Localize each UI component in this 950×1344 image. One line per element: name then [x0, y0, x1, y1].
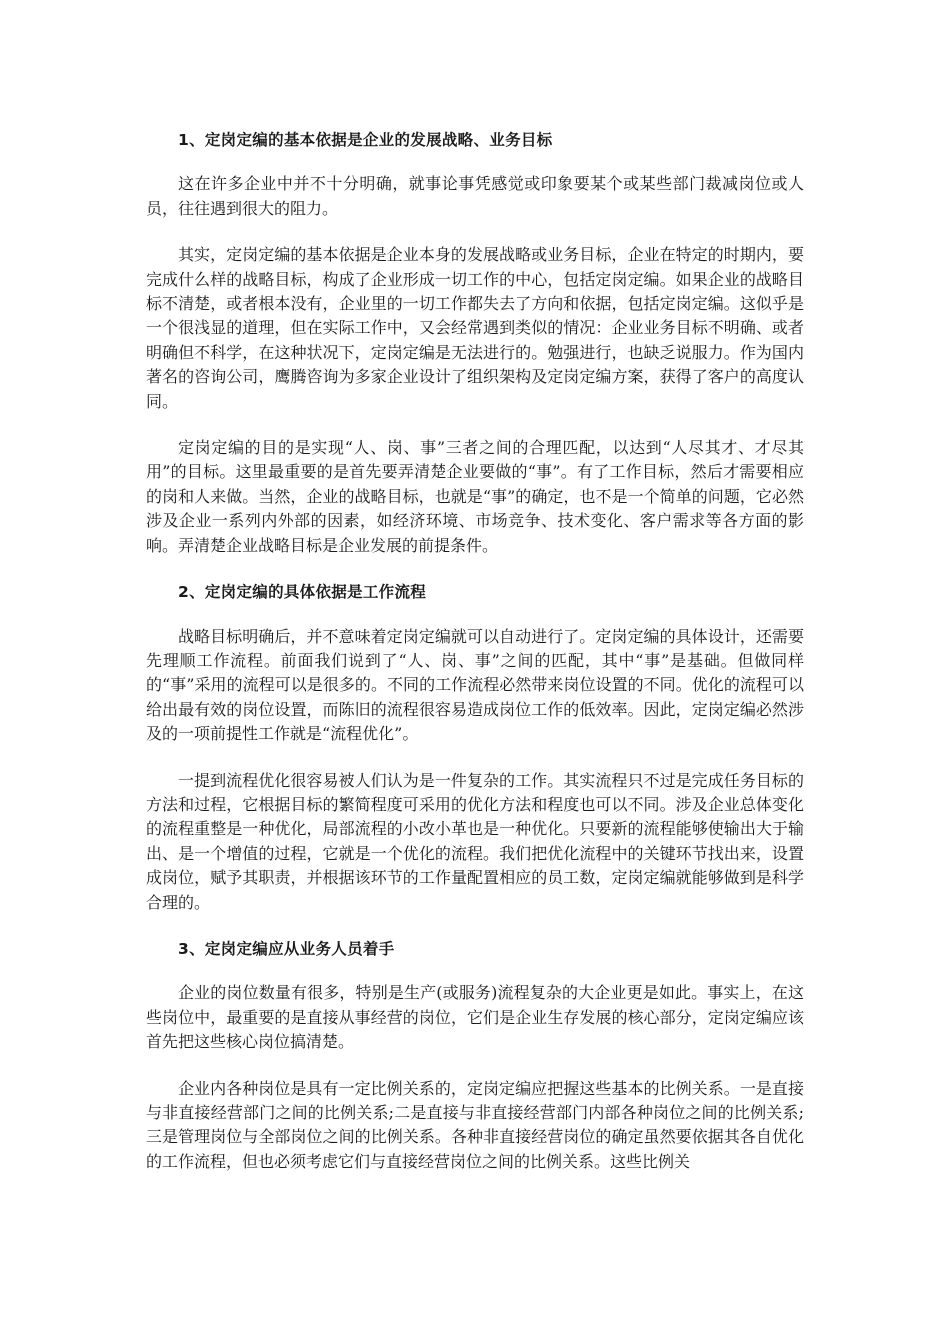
section-heading: 2、定岗定编的具体依据是工作流程	[178, 583, 427, 602]
paragraph: 一提到流程优化很容易被人们认为是一件复杂的工作。其实流程只不过是完成任务目标的方法和过程，它根据目标的繁简程度可采用的优化方法和程度也可以不同。涉及企业总体变化的流程重整是一种优化，局部流程的小改小革也是一种优化。只要新的流程能够使输出大于输出、是一个增值的过程，它就是一个优化的流程。我们把优化流程中的关键环节找出来，设置成岗位，赋予其职责，并根据该环节的工作量配置相应的员工数，定岗定编就能够做到是科学合理的。	[146, 770, 804, 912]
paragraph: 这在许多企业中并不十分明确，就事论事凭感觉或印象要某个或某些部门裁减岗位或人员，往往遇到很大的阻力。	[146, 174, 804, 218]
section-2	[146, 580, 804, 915]
paragraph: 定岗定编的目的是实现“人、岗、事”三者之间的合理匹配，以达到“人尽其才、才尽其用”的目标。这里最重要的是首先要弄清楚企业要做的“事”。有了工作目标，然后才需要相应的岗和人来做。当然，企业的战略目标，也就是“事”的确定，也不是一个简单的问题，它必然涉及企业一系列内外部的因素，如经济环境、市场竞争、技术变化、客户需求等各方面的影响。弄清楚企业战略目标是企业发展的前提条件。	[146, 438, 804, 555]
section-1	[146, 128, 804, 558]
paragraph: 企业内各种岗位是具有一定比例关系的，定岗定编应把握这些基本的比例关系。一是直接与非直接经营部门之间的比例关系;二是直接与非直接经营部门内部各种岗位之间的比例关系;三是管理岗位与全部岗位之间的比例关系。各种非直接经营岗位的确定虽然要依据其各自优化的工作流程，但也必须考虑它们与直接经营岗位之间的比例关系。这些比例关	[146, 1078, 804, 1171]
section-3	[146, 937, 804, 1174]
document-body	[146, 128, 804, 1196]
paragraph: 战略目标明确后，并不意味着定岗定编就可以自动进行了。定岗定编的具体设计，还需要先理顺工作流程。前面我们说到了“人、岗、事”之间的匹配，其中“事”是基础。但做同样的“事”采用的流程可以是很多的。不同的工作流程必然带来岗位设置的不同。优化的流程可以给出最有效的岗位设置，而陈旧的流程很容易造成岗位工作的低效率。因此，定岗定编必然涉及的一项前提性工作就是“流程优化”。	[146, 626, 804, 744]
paragraph: 其实，定岗定编的基本依据是企业本身的发展战略或业务目标，企业在特定的时期内，要完成什么样的战略目标，构成了企业形成一切工作的中心，包括定岗定编。如果企业的战略目标不清楚，或者根本没有，企业里的一切工作都失去了方向和依据，包括定岗定编。这似乎是一个很浅显的道理，但在实际工作中，又会经常遇到类似的情况：企业业务目标不明确、或者明确但不科学，在这种状况下，定岗定编是无法进行的。勉强进行，也缺乏说服力。作为国内著名的咨询公司，鹰腾咨询为多家企业设计了组织架构及定岗定编方案，获得了客户的高度认同。	[146, 245, 804, 411]
section-heading: 1、定岗定编的基本依据是企业的发展战略、业务目标	[178, 131, 553, 149]
paragraph: 企业的岗位数量有很多，特别是生产(或服务)流程复杂的大企业更是如此。事实上，在这些岗位中，最重要的是直接从事经营的岗位，它们是企业生存发展的核心部分，定岗定编应该首先把这些核心岗位搞清楚。	[146, 983, 804, 1052]
section-heading: 3、定岗定编应从业务人员着手	[178, 939, 395, 958]
